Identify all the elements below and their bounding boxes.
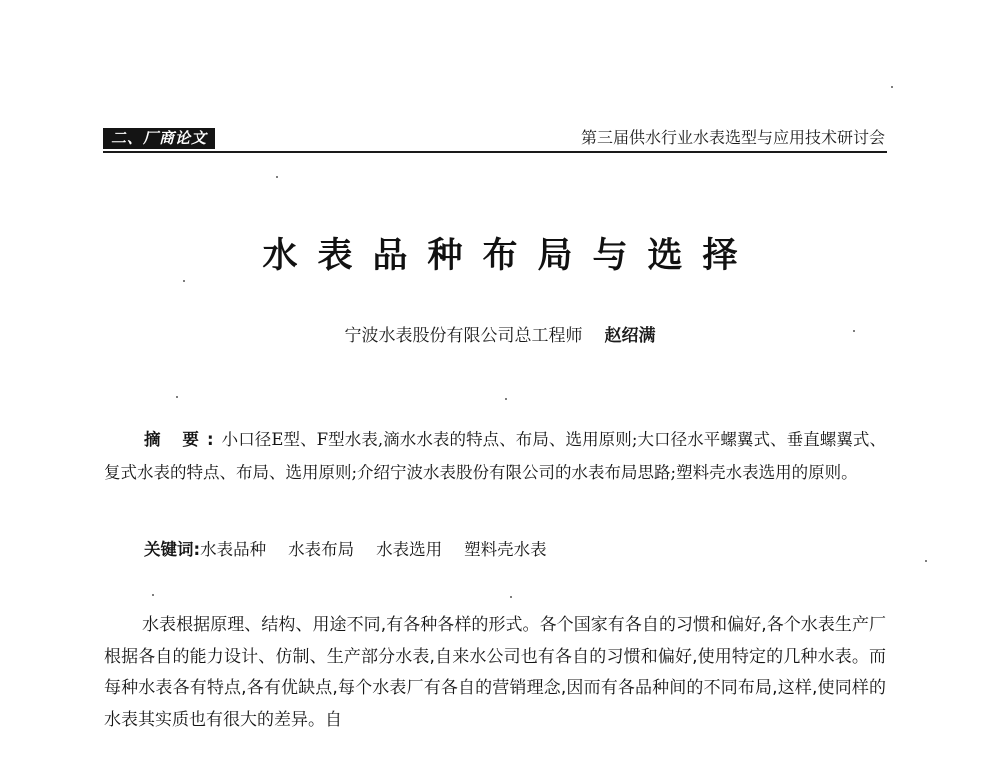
keywords-label: 关键词:	[144, 540, 201, 559]
body-paragraph: 水表根据原理、结构、用途不同,有各种各样的形式。各个国家有各自的习惯和偏好,各个水表生产厂根据各自的能力设计、仿制、生产部分水表,自来水公司也有各自的习惯和偏好,使用特定的几种水表。而每种水表各有特点,各有优缺点,每个水表厂有各自的营销理念,因而有各品种间的不同布局,这样,使同样的水表其实质也有很大的差异。自	[104, 615, 886, 730]
scan-speck	[183, 280, 185, 282]
scan-speck	[152, 594, 154, 596]
scan-speck	[925, 560, 927, 562]
keyword: 塑料壳水表	[464, 540, 547, 559]
article-title: 水表品种布局与选择	[262, 235, 758, 276]
author-name: 赵绍满	[604, 326, 656, 346]
running-header	[103, 126, 887, 152]
keywords	[144, 536, 886, 564]
author-line	[0, 321, 1000, 346]
abstract	[104, 424, 886, 489]
abstract-label: 摘 要:	[144, 430, 222, 449]
section-tag: 二、厂商论文	[103, 128, 215, 149]
scan-speck	[505, 398, 507, 400]
scan-speck	[891, 86, 893, 88]
conference-title: 第三届供水行业水表选型与应用技术研讨会	[580, 128, 885, 147]
keyword: 水表品种	[200, 540, 267, 559]
author-affiliation: 宁波水表股份有限公司总工程师	[344, 326, 583, 346]
header-rule	[103, 151, 887, 153]
keyword: 水表布局	[288, 540, 355, 559]
scan-speck	[276, 176, 278, 178]
scan-speck	[853, 330, 855, 332]
scan-speck	[176, 396, 178, 398]
abstract-text: 小口径E型、F型水表,滴水水表的特点、布局、选用原则;大口径水平螺翼式、垂直螺翼式、复式水表的特点、布局、选用原则;介绍宁波水表股份有限公司的水表布局思路;塑料壳水表选用的原则。	[104, 430, 886, 482]
keyword: 水表选用	[376, 540, 443, 559]
scan-speck	[510, 596, 512, 598]
